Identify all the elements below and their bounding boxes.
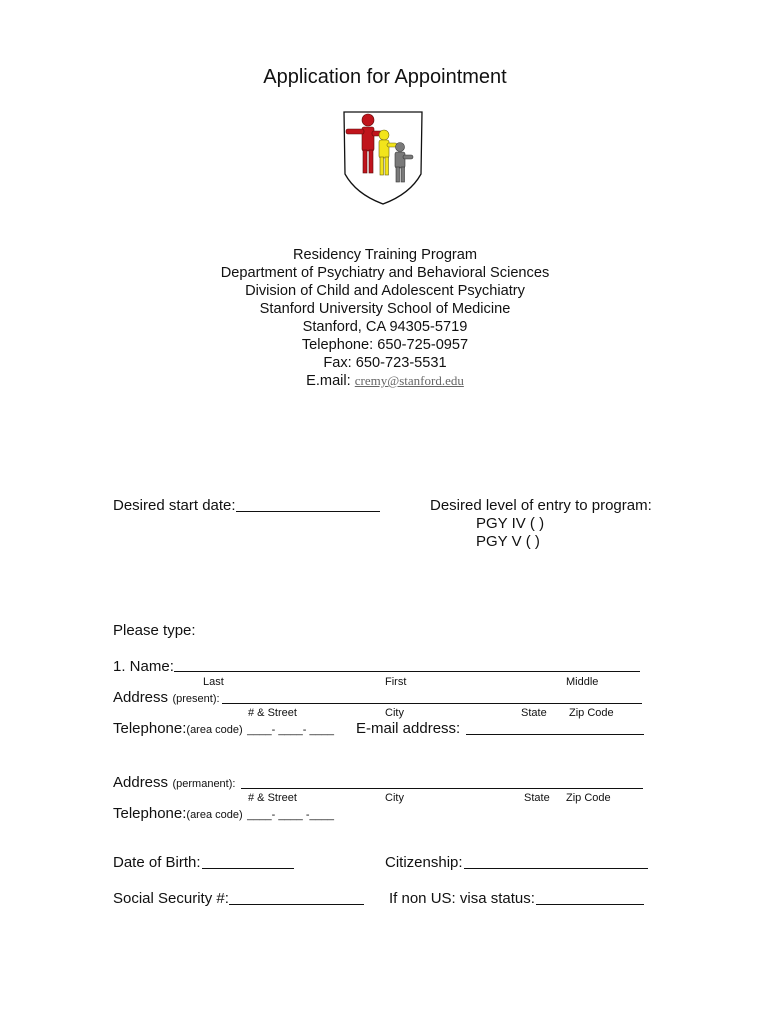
address-permanent-sub-city: City	[385, 792, 404, 804]
citizenship-field[interactable]	[464, 868, 648, 869]
pgy-iv-option[interactable]: PGY IV ( )	[476, 515, 545, 532]
division-name: Division of Child and Adolescent Psychiatry	[245, 283, 525, 299]
department-name: Department of Psychiatry and Behavioral Sciences	[220, 265, 550, 281]
name-field[interactable]	[174, 671, 640, 672]
address-permanent-sub-zip: Zip Code	[566, 792, 611, 804]
address-permanent-sub-street: # & Street	[248, 792, 297, 804]
name-sub-first: First	[385, 676, 407, 688]
entry-level-label: Desired level of entry to program:	[430, 497, 652, 514]
telephone-permanent-row	[113, 805, 334, 823]
telephone-present-row	[113, 720, 334, 738]
start-date-label: Desired start date:	[113, 497, 236, 514]
page-title: Application for Appointment	[263, 66, 507, 88]
telephone-present-label: Telephone:	[113, 720, 187, 737]
start-date-field[interactable]	[236, 511, 380, 512]
pgy-v-option[interactable]: PGY V ( )	[476, 533, 540, 550]
name-sub-middle: Middle	[566, 676, 599, 688]
citizenship-label: Citizenship:	[385, 854, 463, 871]
address-present-qualifier: (present):	[172, 693, 220, 705]
telephone-present-field[interactable]: ____- ____- ____	[247, 724, 334, 736]
address-present-sub-street: # & Street	[248, 707, 297, 719]
email-link[interactable]: cremy@stanford.edu	[354, 373, 464, 388]
email-field[interactable]	[466, 734, 644, 735]
telephone-line: Telephone: 650-725-0957	[301, 337, 469, 353]
city-line: Stanford, CA 94305-5719	[302, 319, 468, 335]
contact-block	[0, 246, 770, 390]
telephone-permanent-label: Telephone:	[113, 805, 187, 822]
email-line	[0, 372, 770, 390]
address-permanent-sub-state: State	[524, 792, 550, 804]
dob-label: Date of Birth:	[113, 854, 201, 871]
address-present-sub-state: State	[521, 707, 547, 719]
dob-field[interactable]	[202, 868, 294, 869]
address-permanent-field[interactable]	[241, 788, 643, 789]
name-sub-last: Last	[203, 676, 224, 688]
email-label: E.mail:	[306, 373, 355, 389]
telephone-permanent-field[interactable]: ____- ____ -____	[247, 809, 334, 821]
telephone-permanent-qualifier: (area code)	[186, 809, 243, 821]
address-present-field[interactable]	[222, 703, 642, 704]
visa-status-label: If non US: visa status:	[389, 890, 535, 907]
program-name: Residency Training Program	[292, 247, 478, 263]
please-type-label: Please type:	[113, 622, 196, 639]
school-name: Stanford University School of Medicine	[259, 301, 511, 317]
address-present-sub-city: City	[385, 707, 404, 719]
email-field-label: E-mail address:	[356, 720, 461, 737]
shield-family-icon	[340, 108, 426, 208]
ssn-label: Social Security #:	[113, 890, 229, 907]
address-permanent-label-row	[113, 774, 235, 792]
address-present-label-row	[113, 689, 220, 707]
name-label: 1. Name:	[113, 658, 174, 675]
address-permanent-qualifier: (permanent):	[172, 778, 236, 790]
address-permanent-label: Address	[113, 774, 169, 791]
visa-status-field[interactable]	[536, 904, 644, 905]
address-present-label: Address	[113, 689, 169, 706]
address-present-sub-zip: Zip Code	[569, 707, 614, 719]
ssn-field[interactable]	[229, 904, 364, 905]
fax-line: Fax: 650-723-5531	[323, 355, 447, 371]
telephone-present-qualifier: (area code)	[186, 724, 243, 736]
